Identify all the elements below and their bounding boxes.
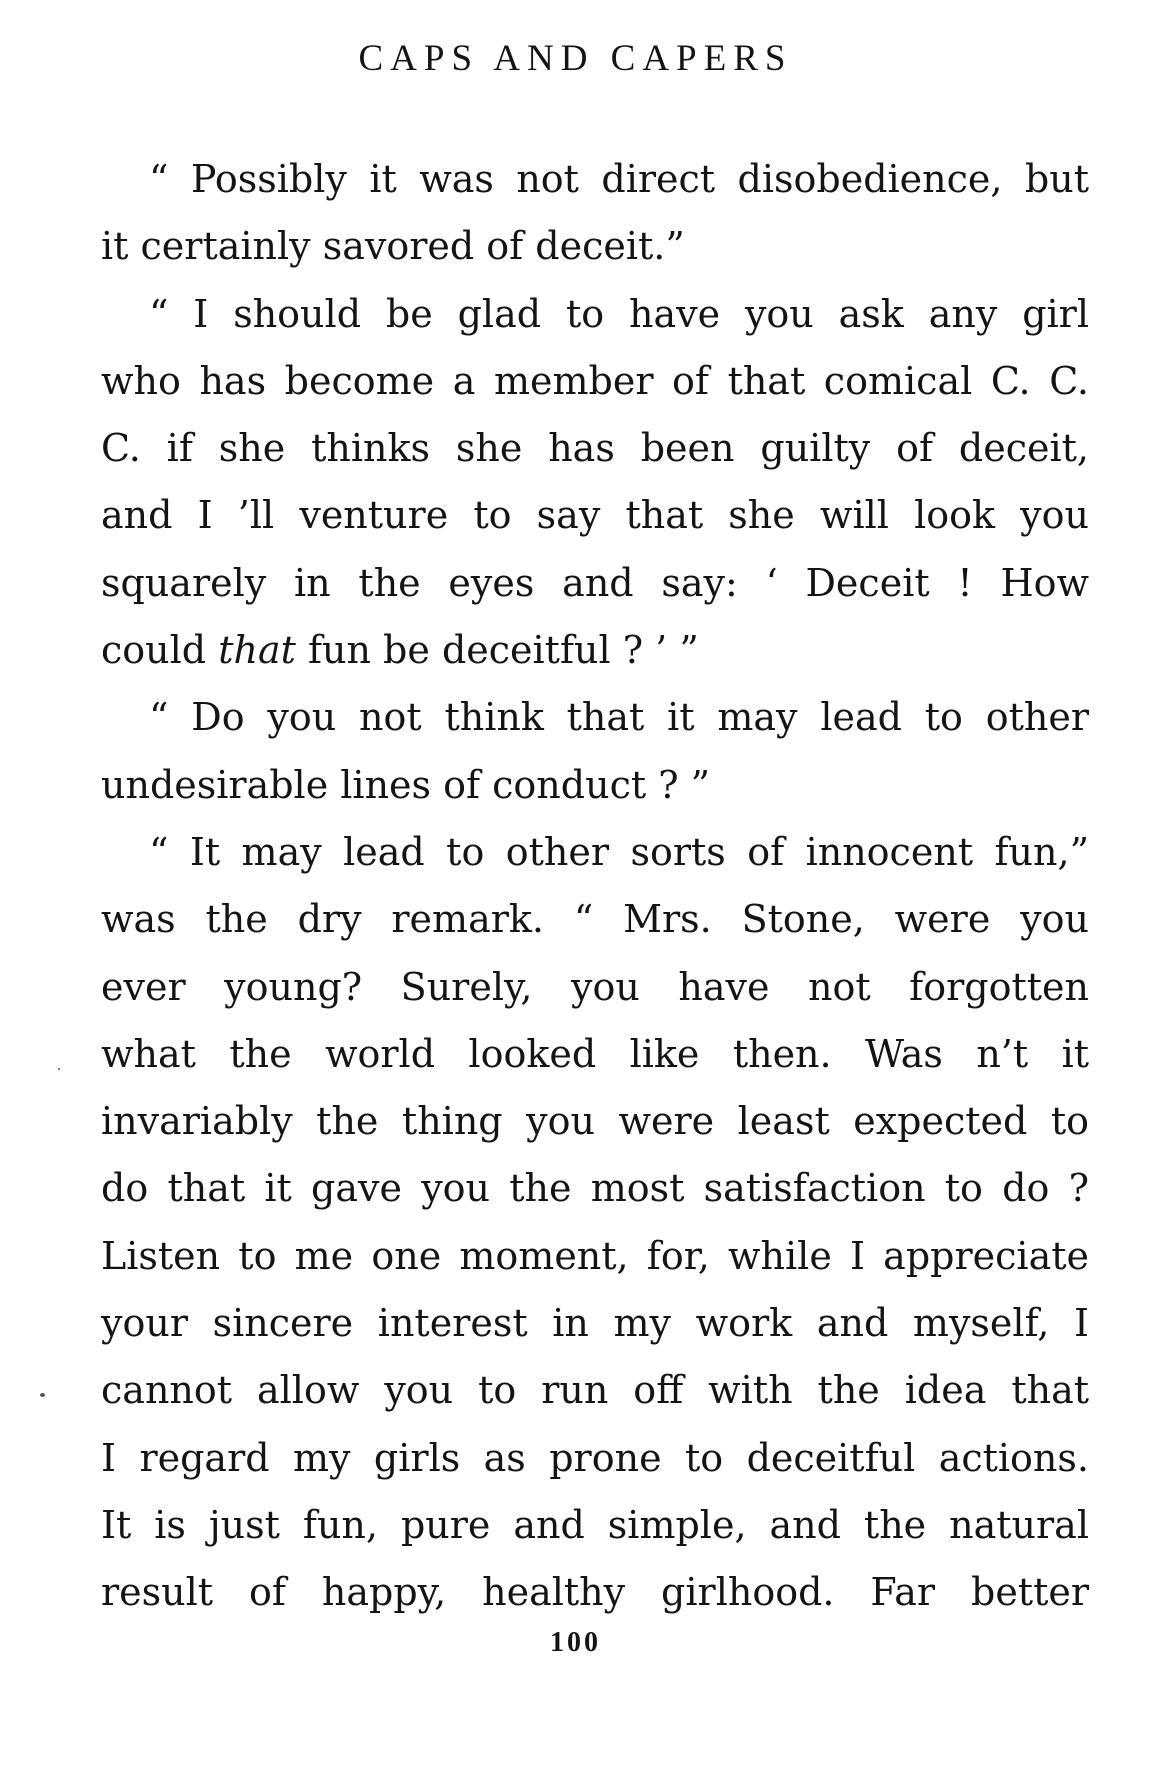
text-line (101, 1492, 1089, 1559)
line-text: ever young? Surely, you have not forgotten (101, 964, 1089, 1009)
text-line (101, 954, 1089, 1021)
text-line (101, 1223, 1089, 1290)
line-text: It is just fun, pure and simple, and the natural (101, 1502, 1089, 1547)
running-head: CAPS AND CAPERS (358, 38, 793, 79)
line-text: “ Possibly it was not direct disobedience, but (149, 157, 1089, 201)
line-text: it certainly savored of deceit.” (101, 224, 685, 269)
text-line (101, 684, 1089, 751)
line-text: “ Do you not think that it may lead to other (149, 695, 1089, 740)
body-text (101, 146, 1089, 1627)
line-text: do that it gave you the most satisfaction to do ? (101, 1166, 1089, 1211)
text-line (101, 819, 1089, 886)
text-line (101, 550, 1089, 617)
text-line (101, 1559, 1089, 1626)
italic-word: that (218, 628, 296, 673)
text-line (101, 213, 1089, 280)
text-line (101, 1155, 1089, 1222)
text-line (101, 348, 1089, 415)
line-text: invariably the thing you were least expected to (101, 1099, 1089, 1144)
text-line (101, 281, 1089, 348)
text-line (101, 1425, 1089, 1492)
page-number: 100 (550, 1627, 601, 1658)
text-line (101, 886, 1089, 953)
line-text: “ I should be glad to have you ask any girl (149, 291, 1089, 336)
text-line (101, 1357, 1089, 1424)
line-text: was the dry remark. “ Mrs. Stone, were you (101, 897, 1089, 942)
line-text: your sincere interest in my work and myself, I (101, 1301, 1089, 1346)
text-line (101, 415, 1089, 482)
line-text: could (101, 628, 219, 673)
text-line (101, 482, 1089, 549)
line-text: who has become a member of that comical C. C. (101, 358, 1089, 403)
line-text: result of happy, healthy girlhood. Far better (101, 1570, 1089, 1615)
text-line (101, 1088, 1089, 1155)
ink-speck (40, 1393, 45, 1397)
line-text: “ It may lead to other sorts of innocent fun,” (149, 829, 1089, 874)
ink-speck (58, 1068, 60, 1070)
line-text: cannot allow you to run off with the idea that (101, 1368, 1089, 1413)
line-text: undesirable lines of conduct ? ” (101, 762, 711, 807)
text-line (101, 146, 1089, 213)
text-line (101, 617, 1089, 684)
line-text: and I ’ll venture to say that she will look you (101, 493, 1089, 538)
line-text: what the world looked like then. Was n’t it (101, 1031, 1089, 1076)
text-line (101, 752, 1089, 819)
text-line (101, 1290, 1089, 1357)
line-text: squarely in the eyes and say: ‘ Deceit ! How (101, 560, 1089, 605)
line-text: I regard my girls as prone to deceitful actions. (101, 1435, 1089, 1480)
line-text: Listen to me one moment, for, while I appreciate (101, 1233, 1089, 1278)
line-text: fun be deceitful ? ’ ” (295, 628, 699, 673)
line-text: C. if she thinks she has been guilty of deceit, (101, 426, 1089, 471)
text-line (101, 1021, 1089, 1088)
